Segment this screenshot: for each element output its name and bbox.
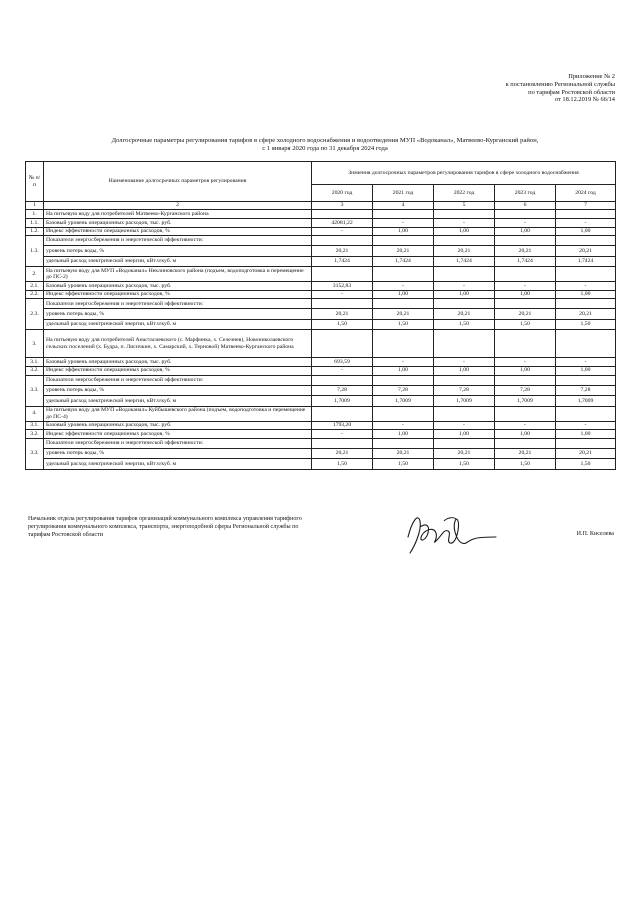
value-cell: - — [495, 219, 556, 228]
value-cell: - — [373, 219, 434, 228]
value-cell: 20,21 — [373, 309, 434, 320]
table-row — [26, 421, 616, 430]
param-name: Индекс эффективности операционных расходов, % — [44, 430, 312, 439]
empty-cell — [312, 210, 373, 219]
value-cell: - — [495, 421, 556, 430]
empty-cell — [373, 267, 434, 282]
empty-cell — [373, 375, 434, 385]
empty-cell — [434, 299, 495, 309]
value-cell: 20,21 — [495, 448, 556, 459]
value-cell: 20,21 — [434, 309, 495, 320]
index-cell: 1 — [26, 202, 44, 210]
value-cell: 693,59 — [312, 358, 373, 367]
table-row — [26, 319, 616, 330]
signatory-position: Начальник отдела регулирования тарифов организаций коммунального комплекса управления тарифного регулирования коммунального комплекса, транспорта, энергоподобной сферы Региональной службы по тарифам Ростовской области — [28, 516, 302, 539]
table-row — [26, 246, 616, 257]
empty-cell — [495, 330, 556, 358]
value-cell: 1,7009 — [434, 396, 495, 407]
value-cell: - — [495, 282, 556, 291]
table-row — [26, 358, 616, 367]
header-year: 2021 год — [373, 185, 434, 202]
row-number: 3.1. — [26, 421, 44, 430]
appendix-number: Приложение № 2 — [568, 73, 615, 80]
empty-cell — [495, 438, 556, 448]
value-cell: - — [312, 290, 373, 299]
table-row — [26, 385, 616, 396]
index-row — [26, 202, 616, 210]
table-row — [26, 256, 616, 267]
value-cell: 20,21 — [556, 246, 616, 257]
group-title: Показатели энергосбережения и энергетической эффективности: — [44, 299, 312, 309]
table-row — [26, 309, 616, 320]
section-row — [26, 406, 616, 421]
value-cell: - — [434, 358, 495, 367]
header-param-name: Наименование долгосрочных параметров регулирования — [44, 162, 312, 202]
group-title: Показатели энергосбережения и энергетической эффективности: — [44, 236, 312, 246]
value-cell: 20,21 — [312, 448, 373, 459]
empty-cell — [495, 210, 556, 219]
value-cell: - — [556, 219, 616, 228]
value-cell: 20,21 — [373, 448, 434, 459]
value-cell: 7,28 — [434, 385, 495, 396]
row-number: 1.3. — [26, 236, 44, 267]
empty-cell — [495, 375, 556, 385]
value-cell: - — [373, 421, 434, 430]
empty-cell — [495, 406, 556, 421]
table-row — [26, 227, 616, 236]
value-cell: 1,50 — [556, 319, 616, 330]
empty-cell — [312, 330, 373, 358]
value-cell: 1,50 — [434, 319, 495, 330]
row-number: 1.2. — [26, 227, 44, 236]
empty-cell — [373, 438, 434, 448]
value-cell: 1,50 — [373, 459, 434, 470]
value-cell: 1,00 — [434, 366, 495, 375]
value-cell: 1,7424 — [434, 256, 495, 267]
header-values-group: Значения долгосрочных параметров регулирования тарифов в сфере холодного водоснабжения — [312, 162, 616, 185]
empty-cell — [312, 236, 373, 246]
value-cell: 1,00 — [556, 290, 616, 299]
value-cell: 1,50 — [434, 459, 495, 470]
value-cell: - — [556, 282, 616, 291]
empty-cell — [373, 330, 434, 358]
empty-cell — [434, 406, 495, 421]
param-name: удельный расход электрической энергии, кВт.ч/куб. м — [44, 256, 312, 267]
empty-cell — [556, 236, 616, 246]
param-name: Индекс эффективности операционных расходов, % — [44, 290, 312, 299]
empty-cell — [495, 267, 556, 282]
group-row — [26, 236, 616, 246]
value-cell: 20,21 — [434, 448, 495, 459]
value-cell: 1,00 — [434, 430, 495, 439]
table-row — [26, 290, 616, 299]
table-row — [26, 459, 616, 470]
empty-cell — [434, 267, 495, 282]
row-number: 3. — [26, 330, 44, 358]
value-cell: - — [312, 430, 373, 439]
value-cell: 20,21 — [312, 309, 373, 320]
value-cell: 1,00 — [434, 227, 495, 236]
group-title: Показатели энергосбережения и энергетической эффективности: — [44, 438, 312, 448]
empty-cell — [434, 438, 495, 448]
row-number: 4. — [26, 406, 44, 421]
empty-cell — [556, 406, 616, 421]
table-row — [26, 282, 616, 291]
empty-cell — [312, 375, 373, 385]
empty-cell — [312, 438, 373, 448]
empty-cell — [312, 406, 373, 421]
index-cell: 3 — [312, 202, 373, 210]
value-cell: 1,50 — [495, 319, 556, 330]
row-number: 2.1. — [26, 282, 44, 291]
index-cell: 4 — [373, 202, 434, 210]
value-cell: 7,28 — [495, 385, 556, 396]
value-cell: 1,7009 — [495, 396, 556, 407]
group-row — [26, 438, 616, 448]
value-cell: 7,28 — [312, 385, 373, 396]
value-cell: 1,00 — [556, 366, 616, 375]
value-cell: 20,21 — [312, 246, 373, 257]
param-name: Индекс эффективности операционных расходов, % — [44, 227, 312, 236]
value-cell: - — [556, 358, 616, 367]
empty-cell — [434, 375, 495, 385]
header-num: № п/п — [26, 162, 44, 202]
value-cell: - — [434, 282, 495, 291]
value-cell: 1,00 — [556, 227, 616, 236]
parameters-table — [25, 161, 616, 470]
table-row — [26, 430, 616, 439]
value-cell: - — [556, 421, 616, 430]
empty-cell — [373, 406, 434, 421]
row-number: 1.1. — [26, 219, 44, 228]
value-cell: 3152,83 — [312, 282, 373, 291]
empty-cell — [373, 210, 434, 219]
value-cell: - — [312, 227, 373, 236]
index-cell: 7 — [556, 202, 616, 210]
empty-cell — [434, 210, 495, 219]
value-cell: 1,00 — [495, 366, 556, 375]
appendix-block — [506, 73, 615, 104]
param-name: Базовый уровень операционных расходов, тыс. руб. — [44, 421, 312, 430]
section-row — [26, 267, 616, 282]
title-period: с 1 января 2020 года по 31 декабря 2024 года — [262, 145, 388, 153]
empty-cell — [556, 375, 616, 385]
header-year: 2020 год — [312, 185, 373, 202]
value-cell: 1,7424 — [556, 256, 616, 267]
title-line: Долгосрочные параметры регулирования тарифов в сфере холодного водоснабжения и водоотведения МУП «Водоканал», Матвеево-Курганский район, — [111, 137, 539, 144]
handwritten-signature — [400, 507, 510, 559]
value-cell: - — [434, 219, 495, 228]
row-number: 2.3. — [26, 299, 44, 330]
index-cell: 6 — [495, 202, 556, 210]
table-row — [26, 448, 616, 459]
value-cell: 20,21 — [495, 309, 556, 320]
value-cell: - — [495, 358, 556, 367]
value-cell: 1,00 — [495, 227, 556, 236]
index-cell: 2 — [44, 202, 312, 210]
value-cell: 20,21 — [434, 246, 495, 257]
value-cell: 1,7009 — [373, 396, 434, 407]
header-year: 2022 год — [434, 185, 495, 202]
value-cell: 7,28 — [556, 385, 616, 396]
value-cell: - — [373, 358, 434, 367]
empty-cell — [495, 236, 556, 246]
row-number: 3.3. — [26, 375, 44, 406]
empty-cell — [312, 267, 373, 282]
value-cell: - — [434, 421, 495, 430]
table-row — [26, 366, 616, 375]
row-number: 3.1. — [26, 358, 44, 367]
value-cell: 42081,22 — [312, 219, 373, 228]
value-cell: 1,00 — [495, 290, 556, 299]
signer-name: И.П. Киселева — [576, 531, 614, 537]
empty-cell — [373, 299, 434, 309]
param-name: Индекс эффективности операционных расходов, % — [44, 366, 312, 375]
header-year: 2024 год — [556, 185, 616, 202]
param-name: Базовый уровень операционных расходов, тыс. руб. — [44, 358, 312, 367]
empty-cell — [373, 236, 434, 246]
value-cell: 20,21 — [373, 246, 434, 257]
value-cell: 1,00 — [373, 227, 434, 236]
group-row — [26, 375, 616, 385]
param-name: уровень потерь воды, % — [44, 309, 312, 320]
value-cell: 1,50 — [556, 459, 616, 470]
value-cell: 1,50 — [373, 319, 434, 330]
value-cell: 1,00 — [434, 290, 495, 299]
empty-cell — [556, 299, 616, 309]
value-cell: - — [373, 282, 434, 291]
document-title — [60, 137, 590, 153]
table-row — [26, 219, 616, 228]
param-name: Базовый уровень операционных расходов, тыс. руб. — [44, 219, 312, 228]
section-row — [26, 210, 616, 219]
group-row — [26, 299, 616, 309]
row-number: 2.2. — [26, 290, 44, 299]
empty-cell — [495, 299, 556, 309]
param-name: удельный расход электрической энергии, кВт.ч/куб. м — [44, 459, 312, 470]
row-number: 3.2. — [26, 430, 44, 439]
appendix-date: от 18.12.2019 № 66/14 — [554, 96, 615, 104]
row-number: 3.2. — [26, 366, 44, 375]
param-name: удельный расход электрической энергии, кВт.ч/куб. м — [44, 319, 312, 330]
value-cell: 1,7424 — [495, 256, 556, 267]
appendix-ref-line: по тарифам Ростовской области — [528, 88, 615, 96]
value-cell: - — [312, 366, 373, 375]
empty-cell — [312, 299, 373, 309]
value-cell: 20,21 — [556, 448, 616, 459]
empty-cell — [556, 267, 616, 282]
empty-cell — [556, 210, 616, 219]
appendix-ref-line: к постановлению Региональной службы — [505, 80, 615, 88]
section-row — [26, 330, 616, 358]
value-cell: 1,00 — [556, 430, 616, 439]
header-year: 2023 год — [495, 185, 556, 202]
value-cell: 20,21 — [495, 246, 556, 257]
value-cell: 7,28 — [373, 385, 434, 396]
empty-cell — [556, 330, 616, 358]
value-cell: 1,00 — [373, 290, 434, 299]
section-title: На питьевую воду для потребителей Матвеево-Курганского района — [44, 210, 312, 219]
table-row — [26, 396, 616, 407]
value-cell: 1,7424 — [373, 256, 434, 267]
value-cell: 1,00 — [495, 430, 556, 439]
section-title: На питьевую воду для потребителей Анастасиевского (с. Марфинка, х. Селезнев), Новониколаевского сельских поселений (х. Будра, п. Лисичкин, х. Самарский, х. Терновой) Матвеево-Курганского района — [44, 330, 312, 358]
value-cell: 1,7009 — [556, 396, 616, 407]
row-number: 3.3. — [26, 438, 44, 469]
empty-cell — [434, 330, 495, 358]
value-cell: 1,00 — [373, 366, 434, 375]
table-body — [26, 202, 616, 470]
value-cell: 20,21 — [556, 309, 616, 320]
empty-cell — [434, 236, 495, 246]
row-number: 2. — [26, 267, 44, 282]
empty-cell — [556, 438, 616, 448]
index-cell: 5 — [434, 202, 495, 210]
value-cell: 1,7009 — [312, 396, 373, 407]
value-cell: 1,50 — [495, 459, 556, 470]
param-name: удельный расход электрической энергии, кВт.ч/куб. м — [44, 396, 312, 407]
param-name: уровень потерь воды, % — [44, 246, 312, 257]
param-name: уровень потерь воды, % — [44, 448, 312, 459]
value-cell: 1,50 — [312, 459, 373, 470]
section-title: На питьевую воду для МУП «Водоканал» Неклиновского района (подъем, водоподготовка и перемещение до ПС-2) — [44, 267, 312, 282]
section-title: На питьевую воду для МУП «Водоканал» Куйбышевского района (подъем, водоподготовка и перемещение до ПС-4) — [44, 406, 312, 421]
value-cell: 1,00 — [373, 430, 434, 439]
value-cell: 1,7424 — [312, 256, 373, 267]
param-name: уровень потерь воды, % — [44, 385, 312, 396]
group-title: Показатели энергосбережения и энергетической эффективности: — [44, 375, 312, 385]
value-cell: 1793,20 — [312, 421, 373, 430]
row-number: 1. — [26, 210, 44, 219]
value-cell: 1,50 — [312, 319, 373, 330]
param-name: Базовый уровень операционных расходов, тыс. руб. — [44, 282, 312, 291]
